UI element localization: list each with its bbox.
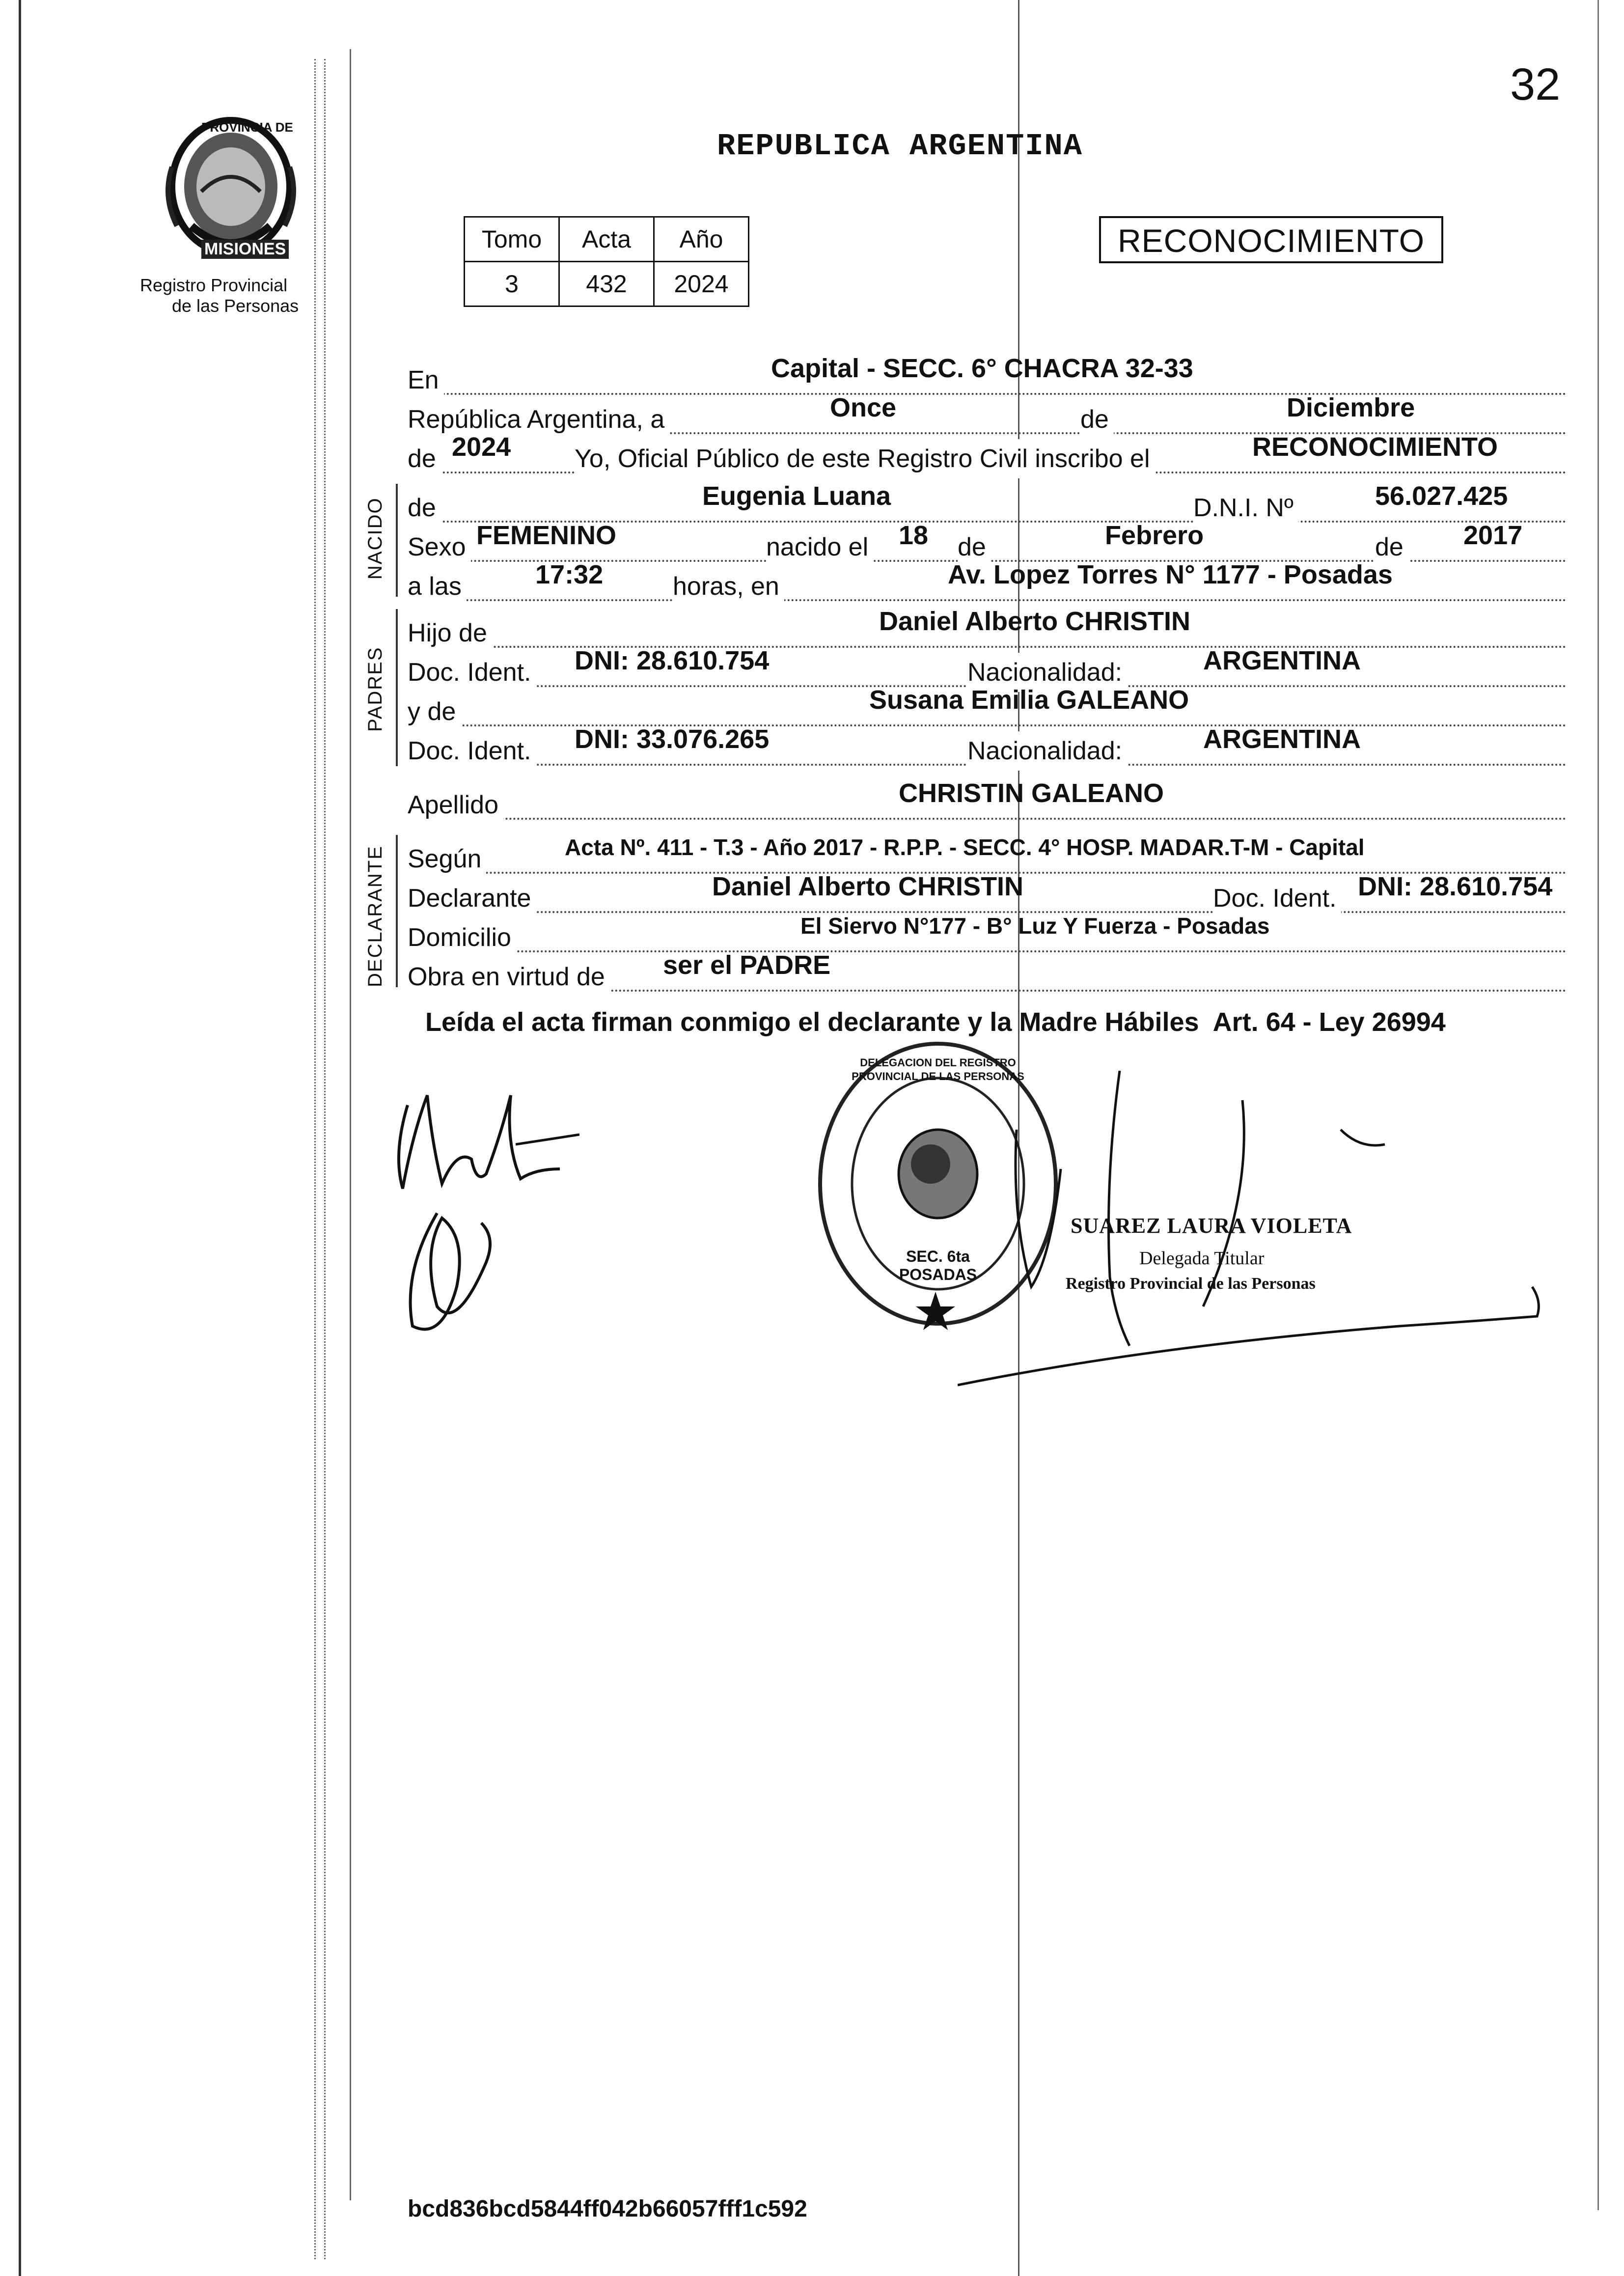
row-domicilio	[408, 911, 1567, 952]
section-label-declarante: DECLARANTE	[364, 845, 386, 987]
label-nac-madre: Nacionalidad:	[967, 731, 1127, 771]
row-anio	[408, 432, 1567, 473]
value-nac-dia: 18	[899, 521, 929, 550]
official-office: Registro Provincial de las Personas	[1066, 1275, 1316, 1293]
seal-text-bottom: MISIONES	[201, 240, 289, 259]
closing-statement: Leída el acta firman conmigo el declarante y la Madre Hábiles Art. 64 - Ley 26994	[425, 1007, 1446, 1037]
row-doc-madre	[408, 724, 1567, 766]
seal-text-top: PROVINCIA DE	[201, 120, 293, 135]
page-number: 32	[1510, 59, 1561, 110]
register-value-anio: 2024	[654, 262, 749, 306]
register-value-row	[465, 262, 749, 306]
value-acto: RECONOCIMIENTO	[1252, 432, 1498, 462]
value-obra: ser el PADRE	[663, 950, 831, 980]
value-mes: Diciembre	[1287, 393, 1415, 422]
value-apellido: CHRISTIN GALEANO	[899, 778, 1164, 808]
declarante-bracket	[396, 835, 398, 987]
stamp-ring-text: DELEGACION DEL REGISTRO PROVINCIAL DE LAS PERSONAS	[852, 1056, 1024, 1082]
label-doc-madre: Doc. Ident.	[408, 731, 536, 771]
label-declarante: Declarante	[408, 879, 536, 918]
value-nac-mes: Febrero	[1105, 521, 1204, 550]
act-type-box: RECONOCIMIENTO	[1099, 216, 1443, 263]
register-header-row	[465, 217, 749, 262]
value-decl-doc: DNI: 28.610.754	[1358, 872, 1553, 901]
binding-dotted-line	[314, 59, 316, 2259]
label-hijo-de: Hijo de	[408, 613, 492, 653]
register-header-tomo: Tomo	[465, 217, 559, 262]
label-de-mes: de	[1080, 400, 1114, 439]
label-decl-doc: Doc. Ident.	[1213, 879, 1341, 918]
province-seal	[157, 113, 304, 265]
label-de-anio: de	[408, 439, 441, 478]
register-value-tomo: 3	[465, 262, 559, 306]
value-doc-madre: DNI: 33.076.265	[575, 724, 770, 754]
label-horas-en: horas, en	[673, 567, 784, 606]
document-title: REPUBLICA ARGENTINA	[717, 129, 1083, 164]
binding-edge-line	[19, 0, 21, 2276]
value-nac-madre: ARGENTINA	[1203, 724, 1361, 754]
label-a-las: a las	[408, 567, 467, 606]
value-sexo: FEMENINO	[476, 521, 617, 550]
value-lugar: Av. Lopez Torres N° 1177 - Posadas	[948, 560, 1393, 589]
value-dni: 56.027.425	[1375, 481, 1508, 511]
label-obra: Obra en virtud de	[408, 957, 610, 997]
registry-name-line2: de las Personas	[172, 296, 299, 316]
value-en: Capital - SECC. 6° CHACRA 32-33	[771, 354, 1193, 383]
value-segun: Acta Nº. 411 - T.3 - Año 2017 - R.P.P. - SECC. 4° HOSP. MADAR.T-M - Capital	[565, 834, 1365, 860]
section-label-padres: PADRES	[364, 646, 386, 732]
official-title: Delegada Titular	[1139, 1248, 1265, 1269]
stamp-inner-text: SEC. 6ta POSADAS	[899, 1248, 977, 1283]
value-doc-padre: DNI: 28.610.754	[575, 646, 770, 675]
label-nacido-el: nacido el	[766, 527, 873, 567]
register-value-acta: 432	[559, 262, 654, 306]
register-table	[464, 216, 749, 307]
register-header-anio: Año	[654, 217, 749, 262]
left-margin-line	[350, 49, 351, 2200]
value-dia: Once	[830, 393, 897, 422]
label-apellido: Apellido	[408, 785, 503, 825]
official-name: SUAREZ LAURA VIOLETA	[1071, 1214, 1352, 1238]
padres-bracket	[396, 609, 398, 766]
row-hora	[408, 560, 1567, 601]
label-en: En	[408, 361, 444, 400]
value-padre: Daniel Alberto CHRISTIN	[879, 607, 1191, 636]
label-nac-de2: de	[1375, 527, 1408, 567]
label-dni: D.N.I. Nº	[1193, 488, 1298, 527]
label-y-de: y de	[408, 692, 461, 731]
label-oficial: Yo, Oficial Público de este Registro Civil inscribo el	[575, 439, 1155, 478]
value-nac-padre: ARGENTINA	[1203, 646, 1361, 675]
label-nac-de: de	[958, 527, 991, 567]
nacido-bracket	[396, 484, 398, 597]
value-hora: 17:32	[535, 560, 604, 589]
register-header-acta: Acta	[559, 217, 654, 262]
registry-name-line1: Registro Provincial	[140, 275, 288, 295]
value-declarante: Daniel Alberto CHRISTIN	[712, 872, 1024, 901]
label-segun: Según	[408, 839, 486, 879]
label-domicilio: Domicilio	[408, 918, 516, 957]
declarant-signature-icon	[373, 1076, 579, 1351]
right-margin-line	[1597, 0, 1599, 2210]
row-apellido	[408, 778, 1567, 820]
label-doc-padre: Doc. Ident.	[408, 653, 536, 692]
label-nombre: de	[408, 488, 441, 527]
row-obra	[408, 950, 1567, 992]
binding-dotted-line-2	[324, 59, 326, 2259]
value-nombre: Eugenia Luana	[702, 481, 891, 511]
label-sexo: Sexo	[408, 527, 471, 567]
document-hash: bcd836bcd5844ff042b66057fff1c592	[408, 2196, 807, 2222]
section-label-nacido: NACIDO	[364, 497, 386, 580]
value-anio: 2024	[452, 432, 511, 462]
label-republica: República Argentina, a	[408, 400, 669, 439]
label-nac-padre: Nacionalidad:	[967, 653, 1127, 692]
value-madre: Susana Emilia GALEANO	[869, 685, 1189, 715]
value-domicilio: El Siervo N°177 - B° Luz Y Fuerza - Posadas	[800, 913, 1270, 939]
value-nac-anio: 2017	[1463, 521, 1523, 550]
